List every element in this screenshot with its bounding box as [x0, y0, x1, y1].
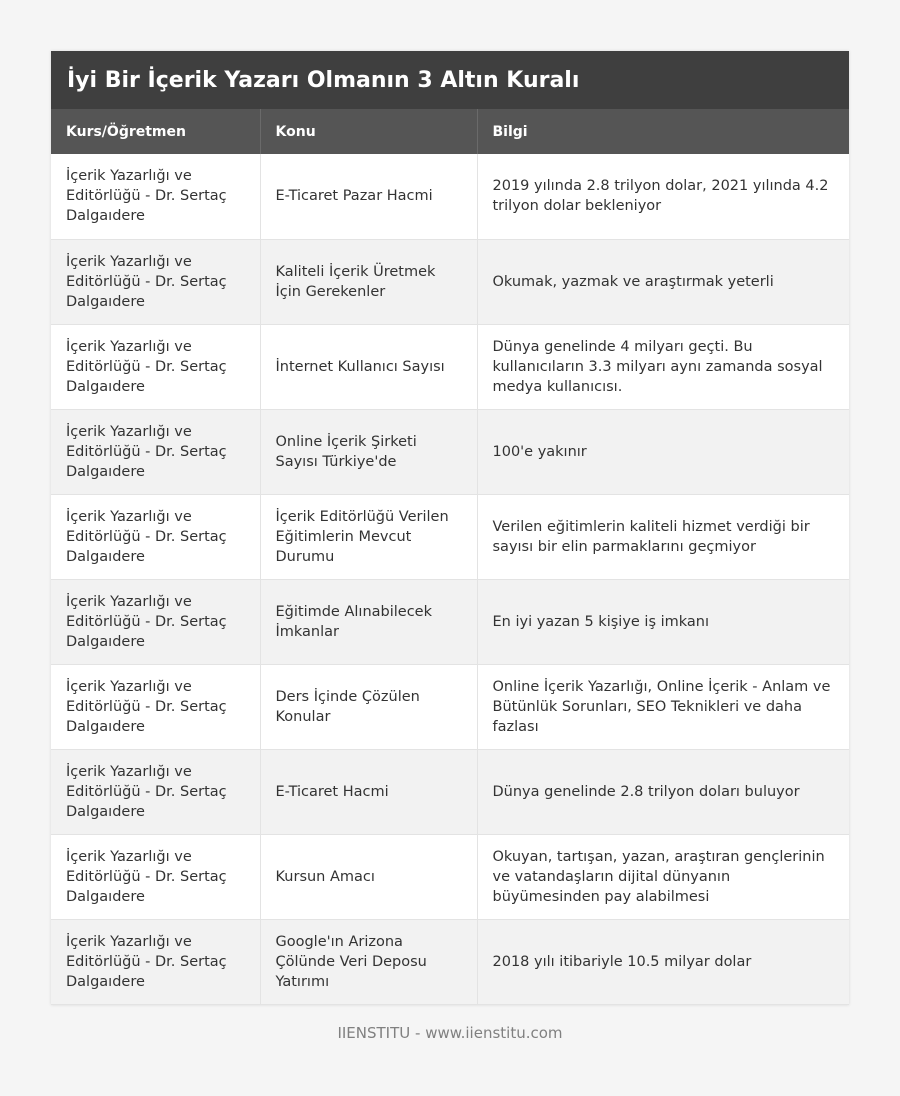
cell-info: Verilen eğitimlerin kaliteli hizmet verdiği bir sayısı bir elin parmaklarını geçmiyor — [477, 494, 849, 579]
column-header-info: Bilgi — [477, 109, 849, 154]
header-row — [51, 109, 849, 154]
table-row — [51, 749, 849, 834]
cell-course: İçerik Yazarlığı ve Editörlüğü - Dr. Sertaç Dalgaıdere — [51, 239, 260, 324]
cell-info: 100'e yakınır — [477, 409, 849, 494]
cell-course: İçerik Yazarlığı ve Editörlüğü - Dr. Sertaç Dalgaıdere — [51, 579, 260, 664]
cell-info: En iyi yazan 5 kişiye iş imkanı — [477, 579, 849, 664]
table-row — [51, 834, 849, 919]
cell-course: İçerik Yazarlığı ve Editörlüğü - Dr. Sertaç Dalgaıdere — [51, 409, 260, 494]
cell-topic: İçerik Editörlüğü Verilen Eğitimlerin Mevcut Durumu — [260, 494, 477, 579]
footer-credit: IIENSTITU - www.iienstitu.com — [337, 1024, 563, 1042]
cell-topic: E-Ticaret Hacmi — [260, 749, 477, 834]
cell-course: İçerik Yazarlığı ve Editörlüğü - Dr. Sertaç Dalgaıdere — [51, 834, 260, 919]
cell-info: 2018 yılı itibariyle 10.5 milyar dolar — [477, 919, 849, 1004]
cell-info: Okuyan, tartışan, yazan, araştıran gençlerinin ve vatandaşların dijital dünyanın büyümesinden pay alabilmesi — [477, 834, 849, 919]
cell-info: Dünya genelinde 2.8 trilyon doları buluyor — [477, 749, 849, 834]
cell-topic: Ders İçinde Çözülen Konular — [260, 664, 477, 749]
cell-info: Dünya genelinde 4 milyarı geçti. Bu kullanıcıların 3.3 milyarı aynı zamanda sosyal medya kullanıcısı. — [477, 324, 849, 409]
cell-topic: Online İçerik Şirketi Sayısı Türkiye'de — [260, 409, 477, 494]
cell-course: İçerik Yazarlığı ve Editörlüğü - Dr. Sertaç Dalgaıdere — [51, 324, 260, 409]
table-row — [51, 154, 849, 239]
cell-topic: Kaliteli İçerik Üretmek İçin Gerekenler — [260, 239, 477, 324]
data-table — [51, 109, 849, 1005]
cell-course: İçerik Yazarlığı ve Editörlüğü - Dr. Sertaç Dalgaıdere — [51, 749, 260, 834]
cell-info: 2019 yılında 2.8 trilyon dolar, 2021 yılında 4.2 trilyon dolar bekleniyor — [477, 154, 849, 239]
table-row — [51, 919, 849, 1004]
cell-topic: Google'ın Arizona Çölünde Veri Deposu Yatırımı — [260, 919, 477, 1004]
cell-info: Okumak, yazmak ve araştırmak yeterli — [477, 239, 849, 324]
cell-course: İçerik Yazarlığı ve Editörlüğü - Dr. Sertaç Dalgaıdere — [51, 154, 260, 239]
table-row — [51, 579, 849, 664]
table-row — [51, 324, 849, 409]
cell-topic: İnternet Kullanıcı Sayısı — [260, 324, 477, 409]
table-row — [51, 664, 849, 749]
cell-topic: Eğitimde Alınabilecek İmkanlar — [260, 579, 477, 664]
cell-topic: Kursun Amacı — [260, 834, 477, 919]
cell-course: İçerik Yazarlığı ve Editörlüğü - Dr. Sertaç Dalgaıdere — [51, 664, 260, 749]
table-row — [51, 239, 849, 324]
cell-course: İçerik Yazarlığı ve Editörlüğü - Dr. Sertaç Dalgaıdere — [51, 494, 260, 579]
table-card — [51, 51, 849, 1005]
column-header-topic: Konu — [260, 109, 477, 154]
cell-course: İçerik Yazarlığı ve Editörlüğü - Dr. Sertaç Dalgaıdere — [51, 919, 260, 1004]
table-row — [51, 494, 849, 579]
cell-info: Online İçerik Yazarlığı, Online İçerik - Anlam ve Bütünlük Sorunları, SEO Teknikleri ve daha fazlası — [477, 664, 849, 749]
table-row — [51, 409, 849, 494]
cell-topic: E-Ticaret Pazar Hacmi — [260, 154, 477, 239]
table-title: İyi Bir İçerik Yazarı Olmanın 3 Altın Kuralı — [51, 51, 849, 109]
column-header-course: Kurs/Öğretmen — [51, 109, 260, 154]
